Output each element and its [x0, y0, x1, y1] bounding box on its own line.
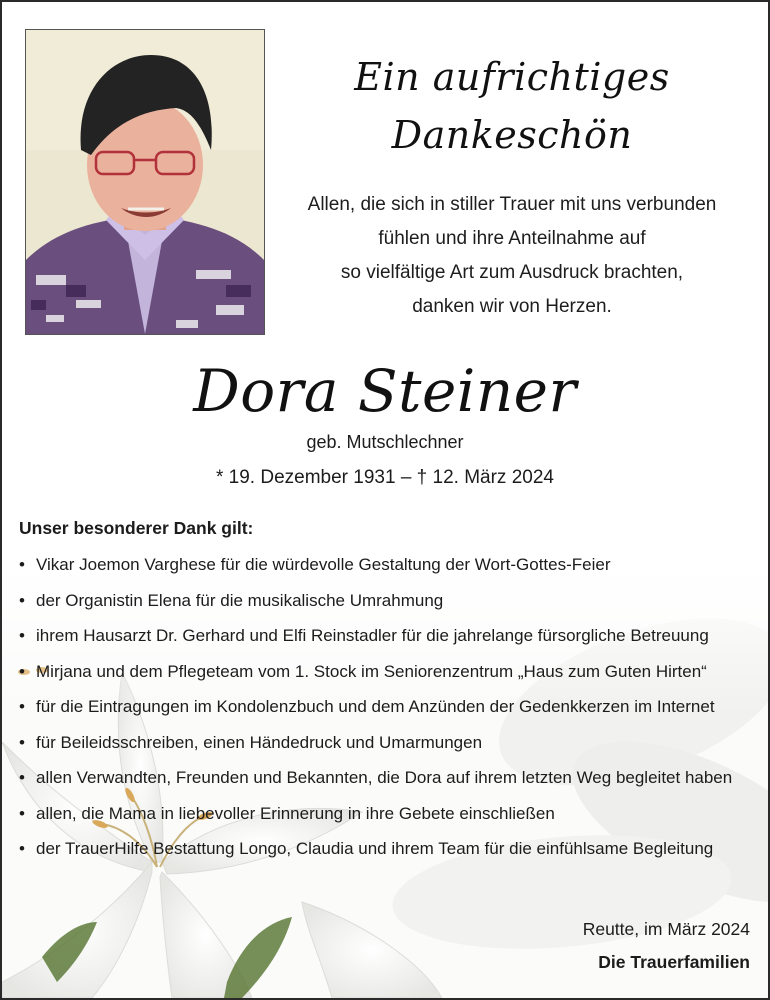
- intro-line: danken wir von Herzen.: [412, 296, 612, 317]
- list-item-text: ihrem Hausarzt Dr. Gerhard und Elfi Reinstadler für die jahrelange fürsorgliche Betreuung: [36, 626, 709, 645]
- bullet: •: [19, 555, 25, 574]
- heading-line-2: Dankeschön: [391, 113, 633, 157]
- deceased-name: Dora Steiner: [193, 357, 577, 425]
- intro-line: so vielfältige Art zum Ausdruck brachten,: [340, 262, 684, 283]
- bullet: •: [19, 626, 25, 645]
- list-item: [19, 654, 764, 690]
- list-item-text: der Organistin Elena für die musikalische Umrahmung: [36, 590, 444, 610]
- list-item: [19, 618, 764, 654]
- list-item: [19, 796, 764, 832]
- intro-text: [277, 188, 747, 324]
- life-dates: * 19. Dezember 1931 – † 12. März 2024: [216, 467, 554, 488]
- list-item: [19, 547, 764, 583]
- bullet: •: [19, 839, 25, 858]
- list-item: [19, 583, 764, 619]
- bullet: •: [19, 590, 25, 610]
- bullet: •: [19, 732, 25, 752]
- list-item: [19, 725, 764, 761]
- intro-line: Allen, die sich in stiller Trauer mit uns verbunden: [307, 194, 717, 215]
- list-item: [19, 689, 764, 725]
- list-item: [19, 760, 764, 796]
- portrait-photo: [25, 29, 265, 335]
- bullet: •: [19, 697, 25, 716]
- heading-line-1: Ein aufrichtiges: [354, 55, 670, 99]
- list-item-text: allen, die Mama in liebevoller Erinnerung in ihre Gebete einschließen: [36, 803, 555, 823]
- birth-name: geb. Mutschlechner: [306, 432, 464, 452]
- list-item-text: für Beileidsschreiben, einen Händedruck und Umarmungen: [36, 732, 483, 752]
- list-item-text: für die Eintragungen im Kondolenzbuch und dem Anzünden der Gedenkkerzen im Internet: [36, 697, 715, 716]
- thanks-title: Unser besonderer Dank gilt:: [19, 518, 254, 538]
- bullet: •: [19, 803, 25, 823]
- list-item-text: Vikar Joemon Varghese für die würdevolle Gestaltung der Wort-Gottes-Feier: [36, 555, 611, 574]
- bullet: •: [19, 768, 25, 787]
- signature: Die Trauerfamilien: [598, 952, 750, 972]
- bullet: •: [19, 661, 25, 681]
- list-item-text: Mirjana und dem Pflegeteam vom 1. Stock im Seniorenzentrum „Haus zum Guten Hirten“: [36, 661, 707, 681]
- intro-line: fühlen und ihre Anteilnahme auf: [378, 228, 646, 249]
- thanks-list: [19, 547, 764, 867]
- list-item: [19, 831, 764, 867]
- place-date: Reutte, im März 2024: [582, 919, 750, 939]
- list-item-text: der TrauerHilfe Bestattung Longo, Claudia und ihrem Team für die einfühlsame Begleitung: [36, 839, 714, 858]
- list-item-text: allen Verwandten, Freunden und Bekannten, die Dora auf ihrem letzten Weg begleitet haben: [36, 768, 733, 787]
